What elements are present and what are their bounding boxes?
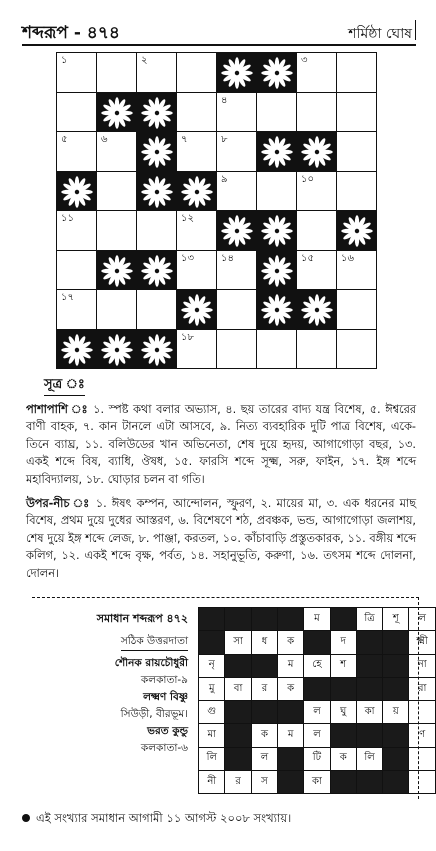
grid-cell xyxy=(57,211,97,251)
solution-cell xyxy=(409,771,436,794)
grid-cell xyxy=(57,92,97,132)
winner-name: লক্ষ্মণ বিষ্ণু xyxy=(143,691,188,703)
blocked-cell xyxy=(177,171,217,211)
solution-blocked-cell xyxy=(383,654,409,677)
solution-blocked-cell xyxy=(225,654,251,677)
grid-cell xyxy=(297,92,337,132)
flower-icon xyxy=(140,175,174,209)
blocked-cell xyxy=(257,53,297,93)
solution-cell: বা xyxy=(225,677,251,700)
solution-blocked-cell xyxy=(199,608,225,631)
solution-cell: র xyxy=(251,677,277,700)
grid-cell xyxy=(97,290,137,330)
solution-blocked-cell xyxy=(278,701,304,724)
grid-cell xyxy=(137,290,177,330)
footer-note xyxy=(22,810,291,829)
grid-cell xyxy=(177,329,217,369)
puzzle-title: শব্দরূপ - ৪৭৪ xyxy=(22,23,120,43)
solution-row xyxy=(199,654,436,677)
correct-solvers-label: সঠিক উত্তরদাতা xyxy=(121,633,188,651)
solution-blocked-cell xyxy=(356,771,382,794)
grid-row xyxy=(57,290,377,330)
solution-cell: ল xyxy=(304,724,330,747)
clue-number: ১ xyxy=(61,55,68,66)
clue-number: ১২ xyxy=(181,213,194,224)
solution-cell: লি xyxy=(199,747,225,770)
grid-cell xyxy=(137,53,177,93)
winner-place: কলকাতা-৬ xyxy=(140,742,188,754)
grid-row xyxy=(57,92,377,132)
flower-icon xyxy=(100,333,134,367)
blocked-cell xyxy=(217,53,257,93)
winner-place: কলকাতা-৯ xyxy=(140,674,188,686)
grid-cell xyxy=(217,329,257,369)
solution-cell: গু xyxy=(199,701,225,724)
blocked-cell xyxy=(97,92,137,132)
crossword-grid xyxy=(56,52,377,369)
blocked-cell xyxy=(177,290,217,330)
clue-number: ৬ xyxy=(101,134,108,145)
grid-cell xyxy=(337,329,377,369)
grid-cell xyxy=(337,132,377,172)
solution-cell: ল xyxy=(304,701,330,724)
flower-icon xyxy=(100,254,134,288)
grid-row xyxy=(57,211,377,251)
blocked-cell xyxy=(97,329,137,369)
clue-number: ১৩ xyxy=(181,252,194,264)
solution-blocked-cell xyxy=(383,724,409,747)
winner-name: শৌনক রায়চৌধুরী xyxy=(114,657,188,669)
solution-sidebar xyxy=(44,610,188,757)
solution-cell: ক xyxy=(278,677,304,700)
down-label: উপর-নীচ ঃ xyxy=(26,496,91,510)
blocked-cell xyxy=(257,132,297,172)
grid-cell xyxy=(337,92,377,132)
blocked-cell xyxy=(57,329,97,369)
grid-row xyxy=(57,132,377,172)
solution-cell: ঘু xyxy=(330,701,356,724)
grid-cell xyxy=(217,92,257,132)
grid-cell xyxy=(177,53,217,93)
solution-cell: কা xyxy=(304,771,330,794)
grid-cell xyxy=(337,53,377,93)
grid-cell xyxy=(217,290,257,330)
solution-cell: নৃ xyxy=(199,654,225,677)
grid-cell xyxy=(337,171,377,211)
grid-cell xyxy=(257,329,297,369)
solution-cell: ক xyxy=(278,631,304,654)
solution-row xyxy=(199,724,436,747)
solution-cell: না xyxy=(409,654,436,677)
clue-number: ৭ xyxy=(181,134,188,145)
footer-text: এই সংখ্যার সমাধান আগামী ১১ আগস্ট ২০০৮ সংখ্যায়। xyxy=(36,811,292,825)
solution-blocked-cell xyxy=(199,631,225,654)
blocked-cell xyxy=(137,250,177,290)
grid-cell xyxy=(177,132,217,172)
solution-blocked-cell xyxy=(251,701,277,724)
solution-blocked-cell xyxy=(278,608,304,631)
clue-number: ৯ xyxy=(221,173,228,185)
grid-cell xyxy=(97,132,137,172)
solution-blocked-cell xyxy=(330,724,356,747)
blocked-cell xyxy=(97,250,137,290)
solution-blocked-cell xyxy=(330,608,356,631)
solution-cell: টি xyxy=(304,747,330,770)
solution-blocked-cell xyxy=(225,747,251,770)
blocked-cell xyxy=(257,290,297,330)
solution-blocked-cell xyxy=(278,747,304,770)
grid-cell xyxy=(97,211,137,251)
grid-cell xyxy=(297,250,337,290)
solution-cell: শূ xyxy=(383,608,409,631)
blocked-cell xyxy=(137,132,177,172)
grid-cell xyxy=(57,132,97,172)
flower-icon xyxy=(260,135,294,169)
flower-icon xyxy=(300,293,334,327)
flower-icon xyxy=(100,96,134,130)
clue-number: ১৬ xyxy=(341,252,354,264)
clue-number: ৮ xyxy=(221,134,228,145)
solution-cell: হে xyxy=(304,654,330,677)
solution-cell: ক্ষ্মী xyxy=(409,631,436,654)
clue-number: ১৫ xyxy=(301,252,314,264)
solution-blocked-cell xyxy=(330,771,356,794)
solution-cell: স xyxy=(251,771,277,794)
flower-icon xyxy=(260,254,294,288)
solution-cell: মু xyxy=(199,677,225,700)
clue-number: ১৪ xyxy=(221,252,234,264)
solution-cell xyxy=(409,747,436,770)
solution-cell: শ xyxy=(330,654,356,677)
solution-cell: লি xyxy=(356,747,382,770)
blocked-cell xyxy=(137,92,177,132)
solution-grid xyxy=(198,607,436,794)
solution-row xyxy=(199,677,436,700)
flower-icon xyxy=(140,96,174,130)
across-label: পাশাপাশি ঃ xyxy=(26,402,89,416)
grid-row xyxy=(57,329,377,369)
solution-blocked-cell xyxy=(383,631,409,654)
solution-cell: ধ xyxy=(251,631,277,654)
grid-cell xyxy=(217,250,257,290)
grid-cell xyxy=(97,171,137,211)
across-text: ১. স্পষ্ট কথা বলার অভ্যাস, ৪. ছয় তারের বাদ্য যন্ত্র বিশেষ, ৫. ঈশ্বরের বাণী বাহক, ৭. কান টানলে এটা আসবে, ৯. নিত্য ব্যবহারিক দুটি পাত্র বিশেষ, একে-তিনে ব্যাঘ্র, ১১. বলিউডের খান অভিনেতা, শেষ দুয়ে হৃদয়, আগাগোড়া বছর, ১৩. একই শব্দে বিষ, ব্যাধি, ঔষধ, ১৫. ফারসি শব্দে সূক্ষ্ম, সরু, ফাইন, ১৭. ইঙ্গ শব্দে মহাবিদ্যালয়, ১৮. ঘোড়ার চলন বা গতি। xyxy=(26,402,417,486)
clue-number: ১৮ xyxy=(181,331,194,343)
winner-name: ভরত কুন্ডু xyxy=(147,725,188,737)
grid-cell xyxy=(57,53,97,93)
grid-cell xyxy=(57,250,97,290)
solution-row xyxy=(199,771,436,794)
blocked-cell xyxy=(257,211,297,251)
puzzle-author: শর্মিষ্ঠা ঘোষ xyxy=(348,26,412,42)
solution-cell xyxy=(409,701,436,724)
solution-cell: দ xyxy=(330,631,356,654)
clue-number: ৩ xyxy=(301,55,308,66)
solution-blocked-cell xyxy=(356,724,382,747)
solution-blocked-cell xyxy=(251,654,277,677)
blocked-cell xyxy=(137,171,177,211)
flower-icon xyxy=(180,293,214,327)
solution-cell: সা xyxy=(225,631,251,654)
flower-icon xyxy=(260,56,294,90)
solution-blocked-cell xyxy=(383,747,409,770)
flower-icon xyxy=(340,214,374,248)
solution-cell: নী xyxy=(199,771,225,794)
puzzle-header xyxy=(22,18,416,46)
flower-icon xyxy=(60,175,94,209)
down-clues xyxy=(26,495,416,583)
flower-icon xyxy=(260,293,294,327)
grid-cell xyxy=(177,92,217,132)
grid-cell xyxy=(217,171,257,211)
solution-blocked-cell xyxy=(356,631,382,654)
solution-blocked-cell xyxy=(383,677,409,700)
solution-cell: ল xyxy=(251,747,277,770)
grid-cell xyxy=(297,171,337,211)
blocked-cell xyxy=(217,211,257,251)
grid-row xyxy=(57,171,377,211)
blocked-cell xyxy=(337,211,377,251)
solution-cell: ত্রি xyxy=(356,608,382,631)
blocked-cell xyxy=(137,329,177,369)
solution-cell: কা xyxy=(356,701,382,724)
solution-cell: ণ xyxy=(409,724,436,747)
winner-place: সিউড়ী, বীরভূম। xyxy=(120,708,188,720)
grid-cell xyxy=(297,329,337,369)
grid-cell xyxy=(57,290,97,330)
divider xyxy=(415,20,416,40)
clues-section xyxy=(26,376,416,589)
grid-cell xyxy=(217,132,257,172)
down-text: ১. ঈষৎ কম্পন, আন্দোলন, স্ফুরণ, ২. মায়ের মা, ৩. এক ধরনের মাছ বিশেষ, প্রথম দুয়ে দুধের আস্তরণ, ৬. বিশেষণে শঠ, প্রবঞ্চক, ভন্ড, আগাগোড়া জলাশয়, শেষ দুয়ে ইঙ্গ শব্দে লেজ, ৮. পাঞ্জা, করতল, ১০. কাঁচাবাড়ি প্রস্তুতকারক, ১১. বঙ্গীয় শব্দে কলিগ, ১২. একই শব্দে বৃক্ষ, পর্বত, ১৪. সহানুভূতি, করুণা, ১৬. তৎসম শব্দে দোলনা, দোলন। xyxy=(26,496,416,580)
solution-row xyxy=(199,701,436,724)
blocked-cell xyxy=(57,171,97,211)
solution-blocked-cell xyxy=(225,724,251,747)
clue-number: ১০ xyxy=(301,173,314,185)
grid-cell xyxy=(257,171,297,211)
solution-cell: ল xyxy=(409,608,436,631)
solution-title: সমাধান শব্দরূপ ৪৭২ xyxy=(96,612,188,625)
grid-cell xyxy=(257,92,297,132)
flower-icon xyxy=(260,214,294,248)
grid-cell xyxy=(297,211,337,251)
solution-cell: ক xyxy=(330,747,356,770)
grid-cell xyxy=(297,53,337,93)
flower-icon xyxy=(140,135,174,169)
solution-row xyxy=(199,631,436,654)
solution-cell: রা xyxy=(409,677,436,700)
clues-heading: সূত্র ঃ xyxy=(44,376,85,396)
blocked-cell xyxy=(297,290,337,330)
clue-number: ১১ xyxy=(61,213,74,224)
blocked-cell xyxy=(297,132,337,172)
grid-row xyxy=(57,53,377,93)
solution-cell: ম xyxy=(278,724,304,747)
grid-row xyxy=(57,250,377,290)
solution-blocked-cell xyxy=(304,631,330,654)
solution-cell: মা xyxy=(199,724,225,747)
flower-icon xyxy=(220,56,254,90)
solution-cell: ক xyxy=(251,724,277,747)
solution-blocked-cell xyxy=(356,677,382,700)
solution-blocked-cell xyxy=(383,771,409,794)
solution-blocked-cell xyxy=(330,677,356,700)
grid-cell xyxy=(97,53,137,93)
bullet-icon xyxy=(22,814,30,822)
solution-cell: র xyxy=(225,771,251,794)
blocked-cell xyxy=(257,250,297,290)
flower-icon xyxy=(220,214,254,248)
clue-number: ২ xyxy=(141,55,148,66)
solution-blocked-cell xyxy=(278,771,304,794)
flower-icon xyxy=(180,175,214,209)
solution-blocked-cell xyxy=(251,608,277,631)
solution-row xyxy=(199,608,436,631)
grid-cell xyxy=(337,290,377,330)
solution-row xyxy=(199,747,436,770)
grid-cell xyxy=(137,211,177,251)
solution-cell: ম xyxy=(278,654,304,677)
clue-number: ৫ xyxy=(61,134,68,145)
grid-cell xyxy=(177,250,217,290)
clue-number: ৪ xyxy=(221,94,228,106)
solution-blocked-cell xyxy=(304,677,330,700)
solution-cell: য় xyxy=(383,701,409,724)
flower-icon xyxy=(60,333,94,367)
grid-cell xyxy=(337,250,377,290)
flower-icon xyxy=(140,254,174,288)
solution-blocked-cell xyxy=(356,654,382,677)
solution-cell: ম xyxy=(304,608,330,631)
grid-cell xyxy=(177,211,217,251)
across-clues xyxy=(26,401,416,489)
flower-icon xyxy=(140,333,174,367)
flower-icon xyxy=(300,135,334,169)
solution-blocked-cell xyxy=(225,701,251,724)
clue-number: ১৭ xyxy=(61,292,74,303)
solution-blocked-cell xyxy=(225,608,251,631)
